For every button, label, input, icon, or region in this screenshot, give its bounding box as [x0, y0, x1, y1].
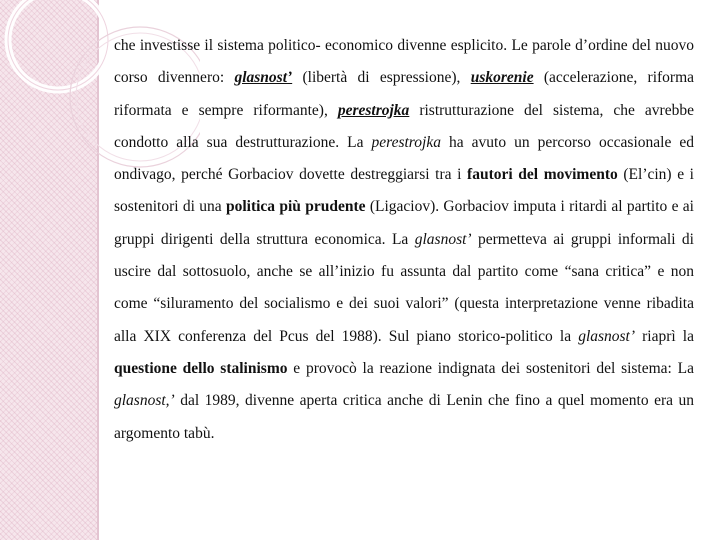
text-segment: (accelerazione, riforma riformata e sempre riformante),: [114, 69, 695, 119]
term-glasnost-italic: glasnost,’: [114, 392, 175, 410]
term-perestrojka: perestrojka: [337, 101, 410, 119]
text-segment: che investisse il sistema politico- economico divenne esplicito. Le parole d’ordine del nuovo corso divennero:: [114, 37, 694, 87]
text-segment: dal 1989, divenne aperta critica anche di Lenin che fino a quel momento era un argomento tabù.: [114, 392, 694, 442]
term-uskorenie: uskorenie: [470, 69, 534, 87]
term-questione-dello-stalinismo: questione dello stalinismo: [114, 359, 288, 377]
term-perestrojka-italic: perestrojka: [371, 133, 441, 151]
text-segment: (libertà di espressione),: [292, 69, 471, 87]
text-segment: permetteva ai gruppi informali di uscire dal sottosuolo, anche se all’inizio fu assunta dal partito come “sana critica” e non come “siluramento del socialismo e dei suoi valori” (questa interpretazione venne ribadita alla XIX conferenza del Pcus del 1988). Sul piano storico-politico la: [114, 230, 694, 345]
term-politica-piu-prudente: politica più prudente: [225, 198, 366, 216]
text-segment: (El’cin) e i sostenitori di una: [114, 166, 694, 216]
text-segment: ristrutturazione del sistema, che avrebbe condotto alla sua destrutturazione. La: [114, 101, 694, 151]
text-segment: e provocò la reazione indignata dei sostenitori del sistema: La: [287, 359, 694, 377]
text-segment: ha avuto un percorso occasionale ed ondivago, perché Gorbaciov dovette destreggiarsi tra i: [114, 133, 694, 184]
term-glasnost-italic: glasnost’: [414, 230, 472, 248]
term-glasnost: glasnost’: [234, 69, 293, 87]
text-segment: (Ligaciov). Gorbaciov imputa i ritardi al partito e ai gruppi dirigenti della struttura economica. La: [114, 198, 694, 248]
text-segment: riaprì la: [635, 327, 694, 345]
slide-body-text: [114, 30, 694, 450]
term-glasnost-italic: glasnost’: [578, 327, 636, 345]
term-fautori-del-movimento: fautori del movimento: [467, 166, 618, 184]
